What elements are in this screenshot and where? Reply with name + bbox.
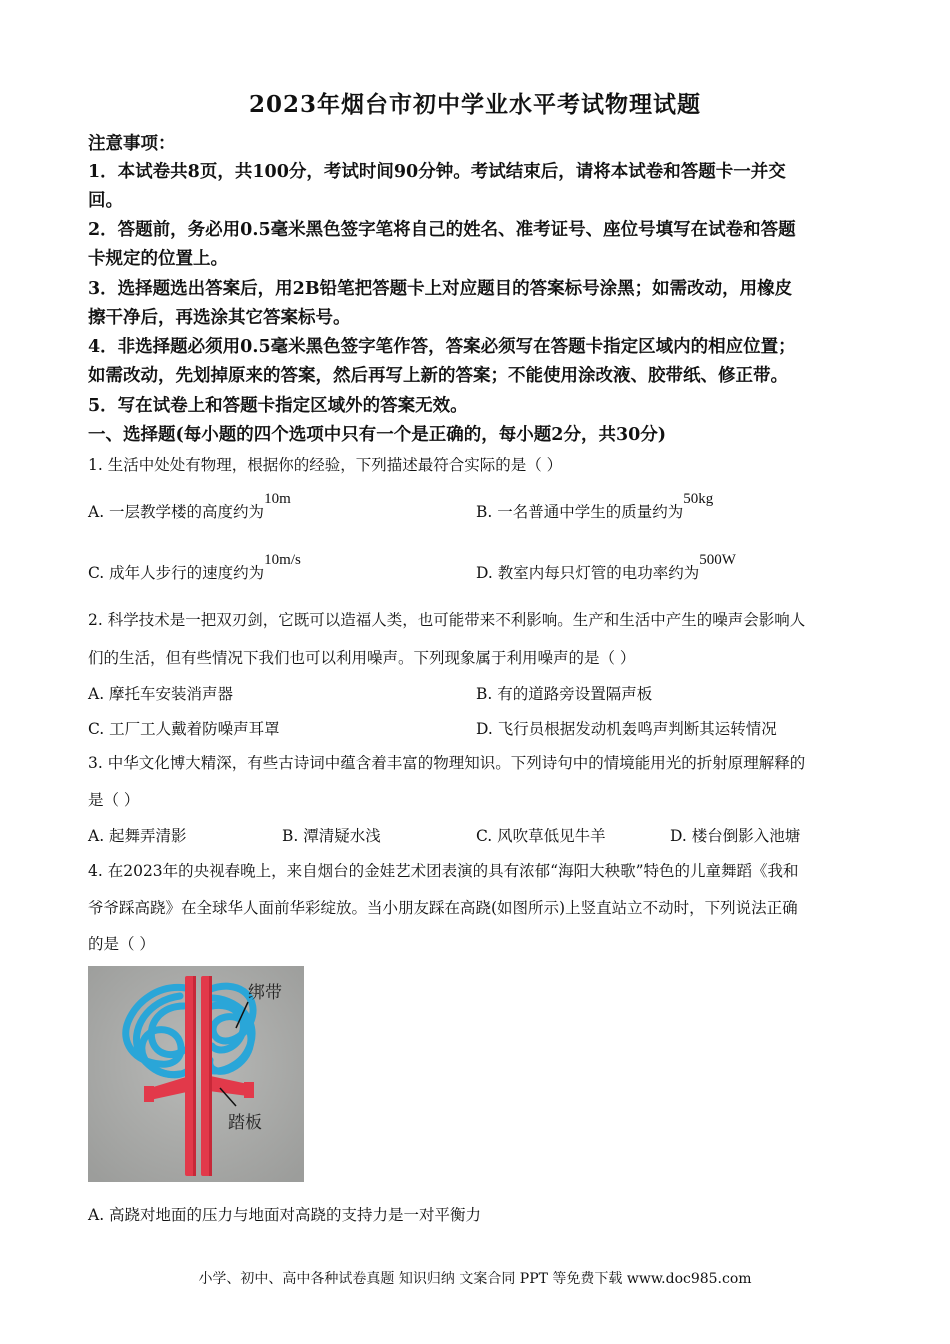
question-3-stem-line: 3. 中华文化博大精深，有些古诗词中蕴含着丰富的物理知识。下列诗句中的情境能用光的折射原理解释的 [88,754,806,772]
q1-option-b-text: B. 一名普通中学生的质量约为 [476,503,684,521]
section-heading: 一、选择题(每小题的四个选项中只有一个是正确的，每小题2分，共30分) [88,425,667,445]
note-line: 3．选择题选出答案后，用2B铅笔把答题卡上对应题目的答案标号涂黑；如需改动，用橡皮 [88,279,793,299]
q1-option-c [88,552,301,583]
q1-option-a-text: A. 一层教学楼的高度约为 [88,503,265,521]
question-4-stem-line: 4. 在2023年的央视春晚上，来自烟台的金娃艺术团表演的具有浓郁“海阳大秧歌”特色的儿童舞蹈《我和 [88,862,799,880]
question-4-stem-line: 爷爷踩高跷》在全球华人面前华彩绽放。当小朋友踩在高跷(如图所示)上竖直站立不动时，下列说法正确 [88,899,798,917]
q2-option-a: A. 摩托车安装消声器 [88,685,234,703]
q1-option-d [476,552,736,583]
notes-heading: 注意事项： [88,134,176,154]
q4-option-a: A. 高跷对地面的压力与地面对高跷的支持力是一对平衡力 [88,1206,482,1224]
q1-option-d-value: 500W [699,552,736,568]
q1-option-a-value: 10m [264,491,291,507]
q3-option-b: B. 潭清疑水浅 [282,827,381,845]
label-strap: 绑带 [248,983,282,1003]
note-line: 卡规定的位置上。 [88,249,228,269]
q1-option-c-value: 10m/s [264,552,301,568]
q1-option-a [88,491,291,522]
q3-option-c: C. 风吹草低见牛羊 [476,827,606,845]
q3-option-d: D. 楼台倒影入池塘 [670,827,801,845]
stilts-photo [88,966,304,1182]
q2-option-d: D. 飞行员根据发动机轰鸣声判断其运转情况 [476,720,777,738]
question-4-stem-line: 的是（ ） [88,935,155,953]
q1-option-b-value: 50kg [683,491,714,507]
question-2-stem-line: 们的生活，但有些情况下我们也可以利用噪声。下列现象属于利用噪声的是（ ） [88,649,636,667]
note-line: 如需改动，先划掉原来的答案，然后再写上新的答案；不能使用涂改液、胶带纸、修正带。 [88,366,788,386]
q2-option-c: C. 工厂工人戴着防噪声耳罩 [88,720,280,738]
question-1-stem: 1. 生活中处处有物理，根据你的经验，下列描述最符合实际的是（ ） [88,456,563,474]
note-line: 2．答题前，务必用0.5毫米黑色签字笔将自己的姓名、准考证号、座位号填写在试卷和答题 [88,220,796,240]
label-pedal: 踏板 [228,1113,262,1133]
note-line: 擦干净后，再选涂其它答案标号。 [88,308,351,328]
page-footer: 小学、初中、高中各种试卷真题 知识归纳 文案合同 PPT 等免费下载 www.doc985.com [198,1271,752,1287]
question-2-stem-line: 2. 科学技术是一把双刃剑，它既可以造福人类，也可能带来不利影响。生产和生活中产生的噪声会影响人 [88,611,806,629]
note-line: 1．本试卷共8页，共100分，考试时间90分钟。考试结束后，请将本试卷和答题卡一并交 [88,162,786,182]
note-line: 5．写在试卷上和答题卡指定区域外的答案无效。 [88,396,468,416]
q2-option-b: B. 有的道路旁设置隔声板 [476,685,653,703]
q1-option-b [476,491,714,522]
q3-option-a: A. 起舞弄清影 [88,827,187,845]
note-line: 4．非选择题必须用0.5毫米黑色签字笔作答，答案必须写在答题卡指定区域内的相应位置； [88,337,796,357]
note-line: 回。 [88,191,123,211]
page-title: 2023年烟台市初中学业水平考试物理试题 [248,91,701,118]
q1-option-c-text: C. 成年人步行的速度约为 [88,564,265,582]
question-3-stem-line: 是（ ） [88,791,140,809]
q1-option-d-text: D. 教室内每只灯管的电功率约为 [476,564,700,582]
